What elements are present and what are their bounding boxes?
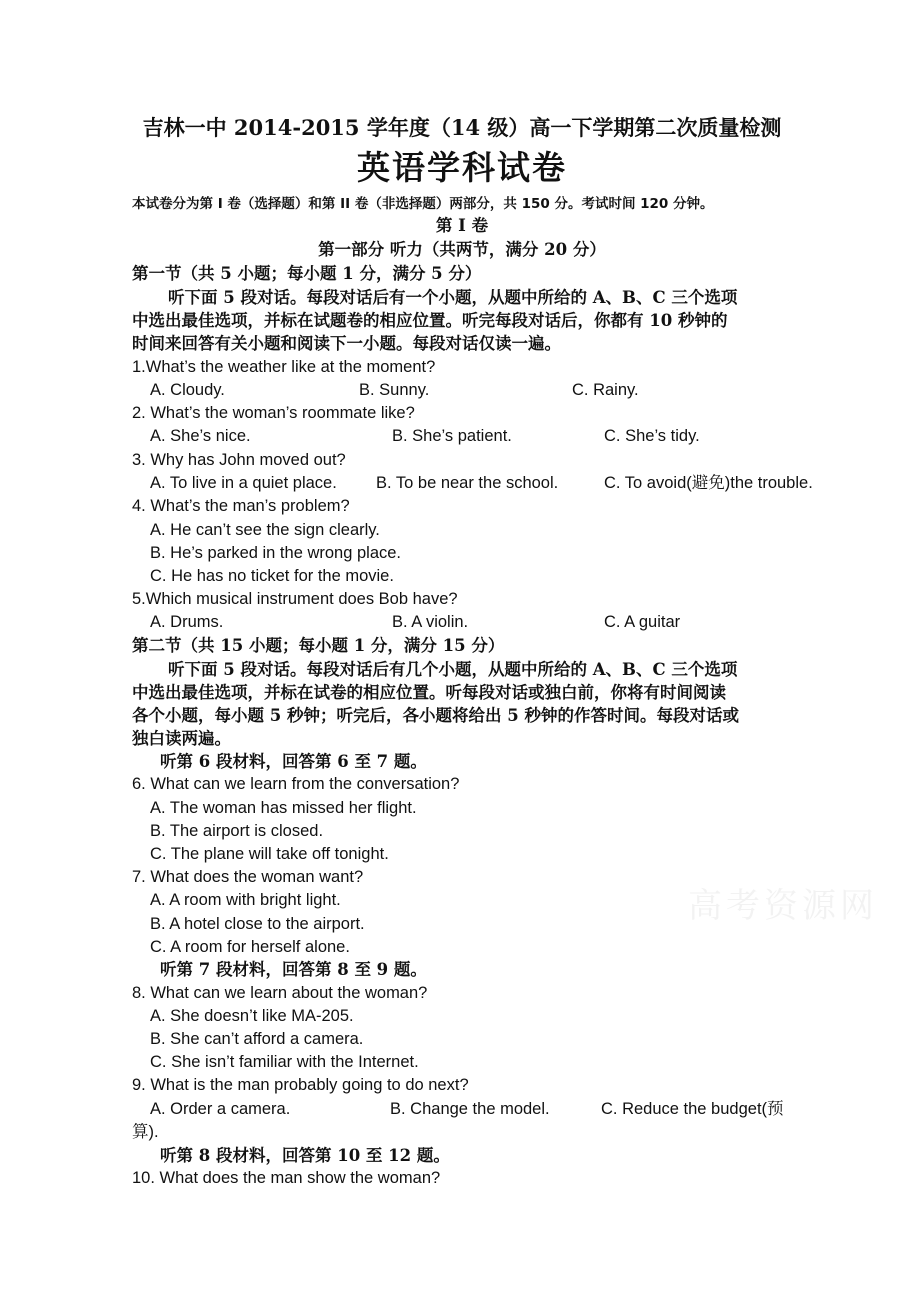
q8-option-a[interactable]: A. She doesn’t like MA-205. (150, 1007, 354, 1025)
section1-heading: 第一节（共 5 小题；每小题 1 分，满分 5 分） (132, 264, 482, 283)
watermark: 高考资源网 (688, 886, 878, 926)
q7-option-a[interactable]: A. A room with bright light. (150, 891, 341, 909)
part1-heading: 第一部分 听力（共两节，满分 20 分） (318, 240, 606, 259)
question-3-stem: 3. Why has John moved out? (132, 451, 346, 469)
question-1-options (0, 379, 920, 402)
question-4-stem: 4. What’s the man’s problem? (132, 497, 350, 515)
q3-option-a[interactable]: A. To live in a quiet place. (150, 474, 337, 492)
section2-heading: 第二节（共 15 小题；每小题 1 分，满分 15 分） (132, 636, 505, 655)
section2-instr-2: 中选出最佳选项，并标在试卷的相应位置。听每段对话或独白前，你将有时间阅读 (132, 683, 726, 702)
material-8-heading: 听第 8 段材料，回答第 10 至 12 题。 (160, 1146, 450, 1165)
question-2-stem: 2. What’s the woman’s roommate like? (132, 404, 415, 422)
q6-option-c[interactable]: C. The plane will take off tonight. (150, 845, 389, 863)
q5-option-b[interactable]: B. A violin. (392, 613, 469, 631)
q8-option-c[interactable]: C. She isn’t familiar with the Internet. (150, 1053, 419, 1071)
q1-option-c[interactable]: C. Rainy. (572, 381, 639, 399)
section2-instr-1: 听下面 5 段对话。每段对话后有几个小题，从题中所给的 A、B、C 三个选项 (168, 660, 738, 679)
q9-option-c-wrap: 算). (132, 1123, 159, 1141)
q5-option-a[interactable]: A. Drums. (150, 613, 224, 631)
q7-option-c[interactable]: C. A room for herself alone. (150, 938, 350, 956)
question-7-stem: 7. What does the woman want? (132, 868, 364, 886)
q7-option-b[interactable]: B. A hotel close to the airport. (150, 915, 365, 933)
q9-option-a[interactable]: A. Order a camera. (150, 1100, 291, 1118)
q2-option-b[interactable]: B. She’s patient. (392, 427, 512, 445)
question-2-options (0, 425, 920, 448)
question-10-stem: 10. What does the man show the woman? (132, 1169, 441, 1187)
q4-option-b[interactable]: B. He’s parked in the wrong place. (150, 544, 402, 562)
question-9-options (0, 1098, 920, 1121)
question-3-options (0, 472, 920, 495)
q5-option-c[interactable]: C. A guitar (604, 613, 681, 631)
q6-option-b[interactable]: B. The airport is closed. (150, 822, 324, 840)
exam-title: 吉林一中 2014-2015 学年度（14 级）高一下学期第二次质量检测 (142, 115, 782, 140)
question-8-stem: 8. What can we learn about the woman? (132, 984, 428, 1002)
q3-option-b[interactable]: B. To be near the school. (376, 474, 559, 492)
material-7-heading: 听第 7 段材料，回答第 8 至 9 题。 (160, 960, 427, 979)
section2-instr-4: 独白读两遍。 (132, 729, 231, 748)
subject-title: 英语学科试卷 (357, 148, 567, 187)
question-5-stem: 5.Which musical instrument does Bob have? (132, 590, 458, 608)
question-9-stem: 9. What is the man probably going to do next? (132, 1076, 469, 1094)
question-6-stem: 6. What can we learn from the conversation? (132, 775, 460, 793)
q4-option-a[interactable]: A. He can’t see the sign clearly. (150, 521, 380, 539)
q6-option-a[interactable]: A. The woman has missed her flight. (150, 799, 417, 817)
q1-option-a[interactable]: A. Cloudy. (150, 381, 225, 399)
exam-instructions: 本试卷分为第 I 卷（选择题）和第 II 卷（非选择题）两部分，共 150 分。考试时间 120 分钟。 (132, 196, 714, 212)
question-1-stem: 1.What’s the weather like at the moment? (132, 358, 436, 376)
q9-option-c[interactable]: C. Reduce the budget(预 (601, 1100, 784, 1118)
q2-option-c[interactable]: C. She’s tidy. (604, 427, 700, 445)
volume-heading: 第 I 卷 (435, 216, 489, 235)
q8-option-b[interactable]: B. She can’t afford a camera. (150, 1030, 364, 1048)
q9-option-b[interactable]: B. Change the model. (390, 1100, 550, 1118)
q1-option-b[interactable]: B. Sunny. (359, 381, 430, 399)
material-6-heading: 听第 6 段材料，回答第 6 至 7 题。 (160, 752, 427, 771)
q4-option-c[interactable]: C. He has no ticket for the movie. (150, 567, 394, 585)
q2-option-a[interactable]: A. She’s nice. (150, 427, 251, 445)
section1-instr-2: 中选出最佳选项，并标在试题卷的相应位置。听完每段对话后，你都有 10 秒钟的 (132, 311, 728, 330)
question-5-options (0, 611, 920, 634)
section2-instr-3: 各个小题，每小题 5 秒钟；听完后，各小题将给出 5 秒钟的作答时间。每段对话或 (132, 706, 739, 725)
q3-option-c[interactable]: C. To avoid(避免)the trouble. (604, 474, 813, 492)
section1-instr-1: 听下面 5 段对话。每段对话后有一个小题，从题中所给的 A、B、C 三个选项 (168, 288, 738, 307)
section1-instr-3: 时间来回答有关小题和阅读下一小题。每段对话仅读一遍。 (132, 334, 561, 353)
